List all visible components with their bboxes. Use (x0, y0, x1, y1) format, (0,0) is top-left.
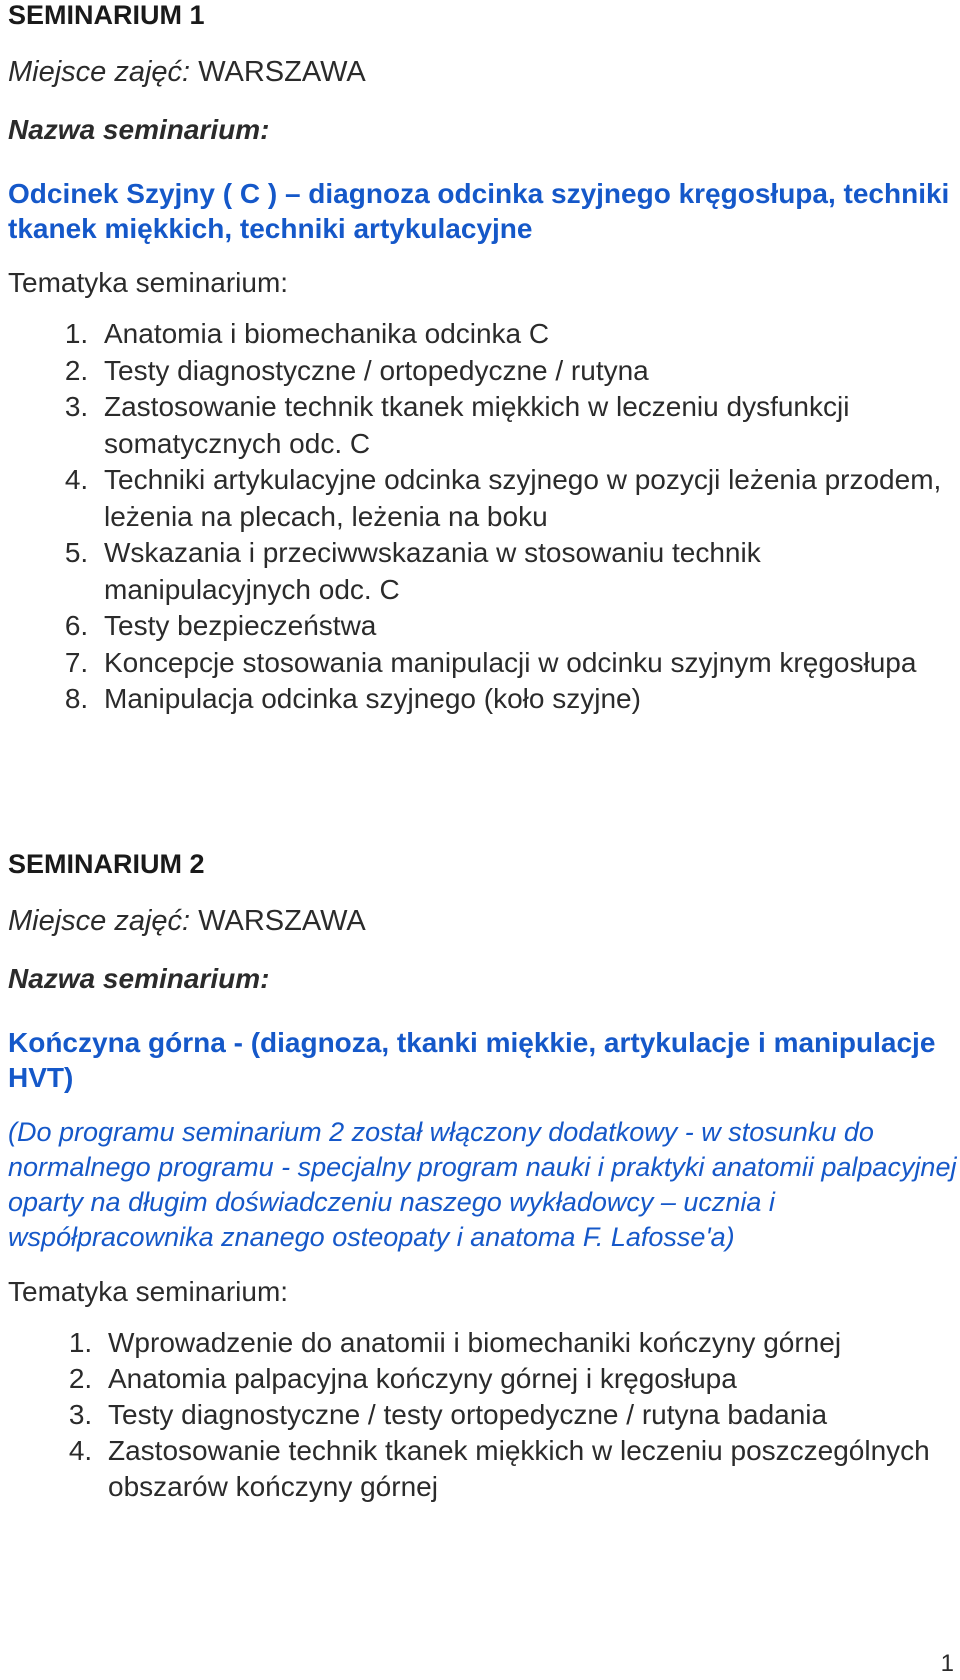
seminar-1-heading: SEMINARIUM 1 (8, 0, 205, 30)
seminar-2-note: (Do programu seminarium 2 został włączony dodatkowy - w stosunku do normalnego programu - specjalny program nauki i praktyki anatomii palpacyjnej oparty na długim doświadczeniu naszego wykładowcy – ucznia i współpracownika znanego osteopaty i anatoma F. Lafosse'a) (8, 1117, 957, 1252)
topic-item: 7. Koncepcje stosowania manipulacji w odcinku szyjnym kręgosłupa (96, 645, 958, 682)
topic-item: 4. Zastosowanie technik tkanek miękkich w leczeniu poszczególnych obszarów kończyny górnej (100, 1433, 958, 1505)
topic-item: 2. Anatomia palpacyjna kończyny górnej i kręgosłupa (100, 1361, 958, 1397)
seminar-2-section (8, 849, 958, 1505)
location-label: Miejsce zajęć: (8, 905, 191, 937)
topic-item: 5. Wskazania i przeciwwskazania w stosowaniu technik manipulacyjnych odc. C (96, 535, 958, 608)
topic-item: 3. Zastosowanie technik tkanek miękkich w leczeniu dysfunkcji somatycznych odc. C (96, 389, 958, 462)
topic-item: 8. Manipulacja odcinka szyjnego (koło szyjne) (96, 681, 958, 718)
topic-item: 1. Wprowadzenie do anatomii i biomechaniki kończyny górnej (100, 1325, 958, 1361)
topic-item: 6. Testy bezpieczeństwa (96, 608, 958, 645)
seminar-2-topics-label: Tematyka seminarium: (8, 1276, 289, 1307)
location-value: WARSZAWA (198, 905, 366, 937)
topic-item: 4. Techniki artykulacyjne odcinka szyjnego w pozycji leżenia przodem, leżenia na plecach, leżenia na boku (96, 462, 958, 535)
location-value: WARSZAWA (198, 56, 366, 88)
page-number: 1 (940, 1650, 954, 1677)
seminar-1-location (8, 56, 958, 88)
topic-item: 3. Testy diagnostyczne / testy ortopedyczne / rutyna badania (100, 1397, 958, 1433)
seminar-2-name-label: Nazwa seminarium: (8, 963, 270, 994)
seminar-1-topics-label: Tematyka seminarium: (8, 267, 289, 298)
topic-item: 1. Anatomia i biomechanika odcinka C (96, 316, 958, 353)
seminar-2-title: Kończyna górna - (diagnoza, tkanki miękkie, artykulacje i manipulacje HVT) (8, 1027, 936, 1093)
seminar-1-name-label: Nazwa seminarium: (8, 114, 270, 145)
seminar-1-section (8, 0, 958, 718)
location-label: Miejsce zajęć: (8, 56, 191, 88)
topic-item: 2. Testy diagnostyczne / ortopedyczne / rutyna (96, 353, 958, 390)
seminar-1-title: Odcinek Szyjny ( C ) – diagnoza odcinka szyjnego kręgosłupa, techniki tkanek miękkich, techniki artykulacyjne (8, 178, 950, 244)
seminar-1-topics-list (8, 316, 958, 718)
seminar-2-topics-list (8, 1325, 958, 1505)
seminar-2-location (8, 905, 958, 937)
seminar-2-heading: SEMINARIUM 2 (8, 849, 205, 879)
